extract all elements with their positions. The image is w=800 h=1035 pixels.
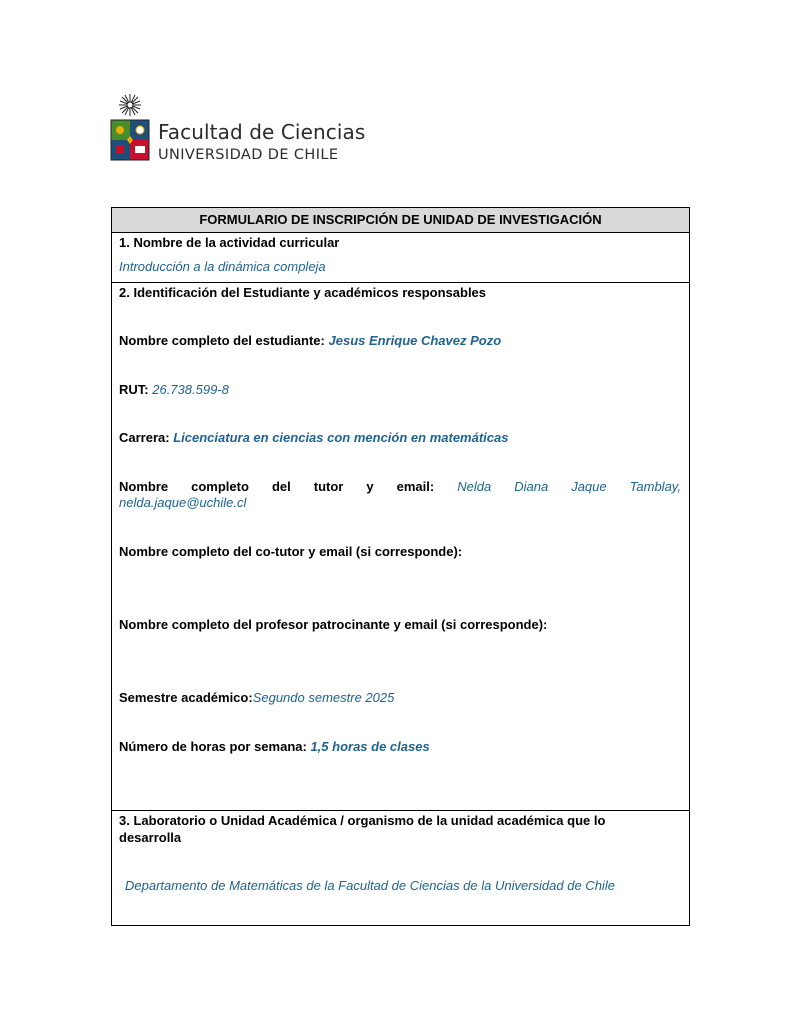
sponsor-label: Nombre completo del profesor patrocinante y email (si corresponde):	[119, 617, 548, 632]
section-unit	[112, 811, 689, 925]
unit-value: Departamento de Matemáticas de la Facultad de Ciencias de la Universidad de Chile	[125, 878, 615, 893]
career-label: Carrera:	[119, 430, 170, 445]
tutor-label-word: Nombre	[119, 479, 169, 494]
semester-label: Semestre académico:	[119, 690, 253, 705]
student-row	[119, 333, 501, 348]
section1-heading: 1. Nombre de la actividad curricular	[119, 235, 340, 250]
registration-form	[111, 207, 690, 926]
section3-heading-line1: 3. Laboratorio o Unidad Académica / organismo de la unidad académica que lo	[119, 813, 606, 828]
student-value: Jesus Enrique Chavez Pozo	[328, 333, 502, 348]
faculty-logo	[110, 92, 366, 174]
semester-value: Segundo semestre 2025	[252, 690, 395, 705]
tutor-value-word: Diana	[514, 479, 549, 494]
hours-label: Número de horas por semana:	[119, 739, 307, 754]
rut-value: 26.738.599-8	[152, 382, 229, 397]
activity-name-value: Introducción a la dinámica compleja	[119, 259, 326, 274]
section3-heading-line2: desarrolla	[119, 830, 182, 845]
cotutor-label: Nombre completo del co-tutor y email (si corresponde):	[119, 544, 463, 559]
rut-label: RUT:	[119, 382, 149, 397]
student-label: Nombre completo del estudiante:	[119, 333, 325, 348]
form-title: FORMULARIO DE INSCRIPCIÓN DE UNIDAD DE INVESTIGACIÓN	[112, 208, 689, 233]
tutor-label-word: email:	[396, 479, 435, 494]
faculty-name: Facultad de Ciencias	[158, 120, 366, 144]
tutor-label-word: y	[366, 479, 374, 494]
hours-row	[119, 739, 430, 754]
tutor-value-word: Jaque	[571, 479, 607, 494]
tutor-value-word: Tamblay,	[629, 479, 681, 494]
tutor-label-word: tutor	[313, 479, 344, 494]
tutor-email: nelda.jaque@uchile.cl	[119, 495, 247, 510]
tutor-label-word: completo	[191, 479, 249, 494]
tutor-label-word: del	[271, 479, 291, 494]
university-seal-icon	[110, 92, 150, 172]
rut-row	[119, 382, 229, 397]
career-value: Licenciatura en ciencias con mención en matemáticas	[173, 430, 509, 445]
section-activity	[112, 233, 689, 283]
hours-value: 1,5 horas de clases	[310, 739, 430, 754]
tutor-value-word: Nelda	[457, 479, 492, 494]
section-identification	[112, 283, 689, 811]
university-name: UNIVERSIDAD DE CHILE	[158, 147, 339, 163]
tutor-row	[119, 479, 681, 510]
career-row	[119, 430, 508, 445]
section2-heading: 2. Identificación del Estudiante y académicos responsables	[119, 285, 487, 300]
semester-row	[119, 690, 394, 705]
